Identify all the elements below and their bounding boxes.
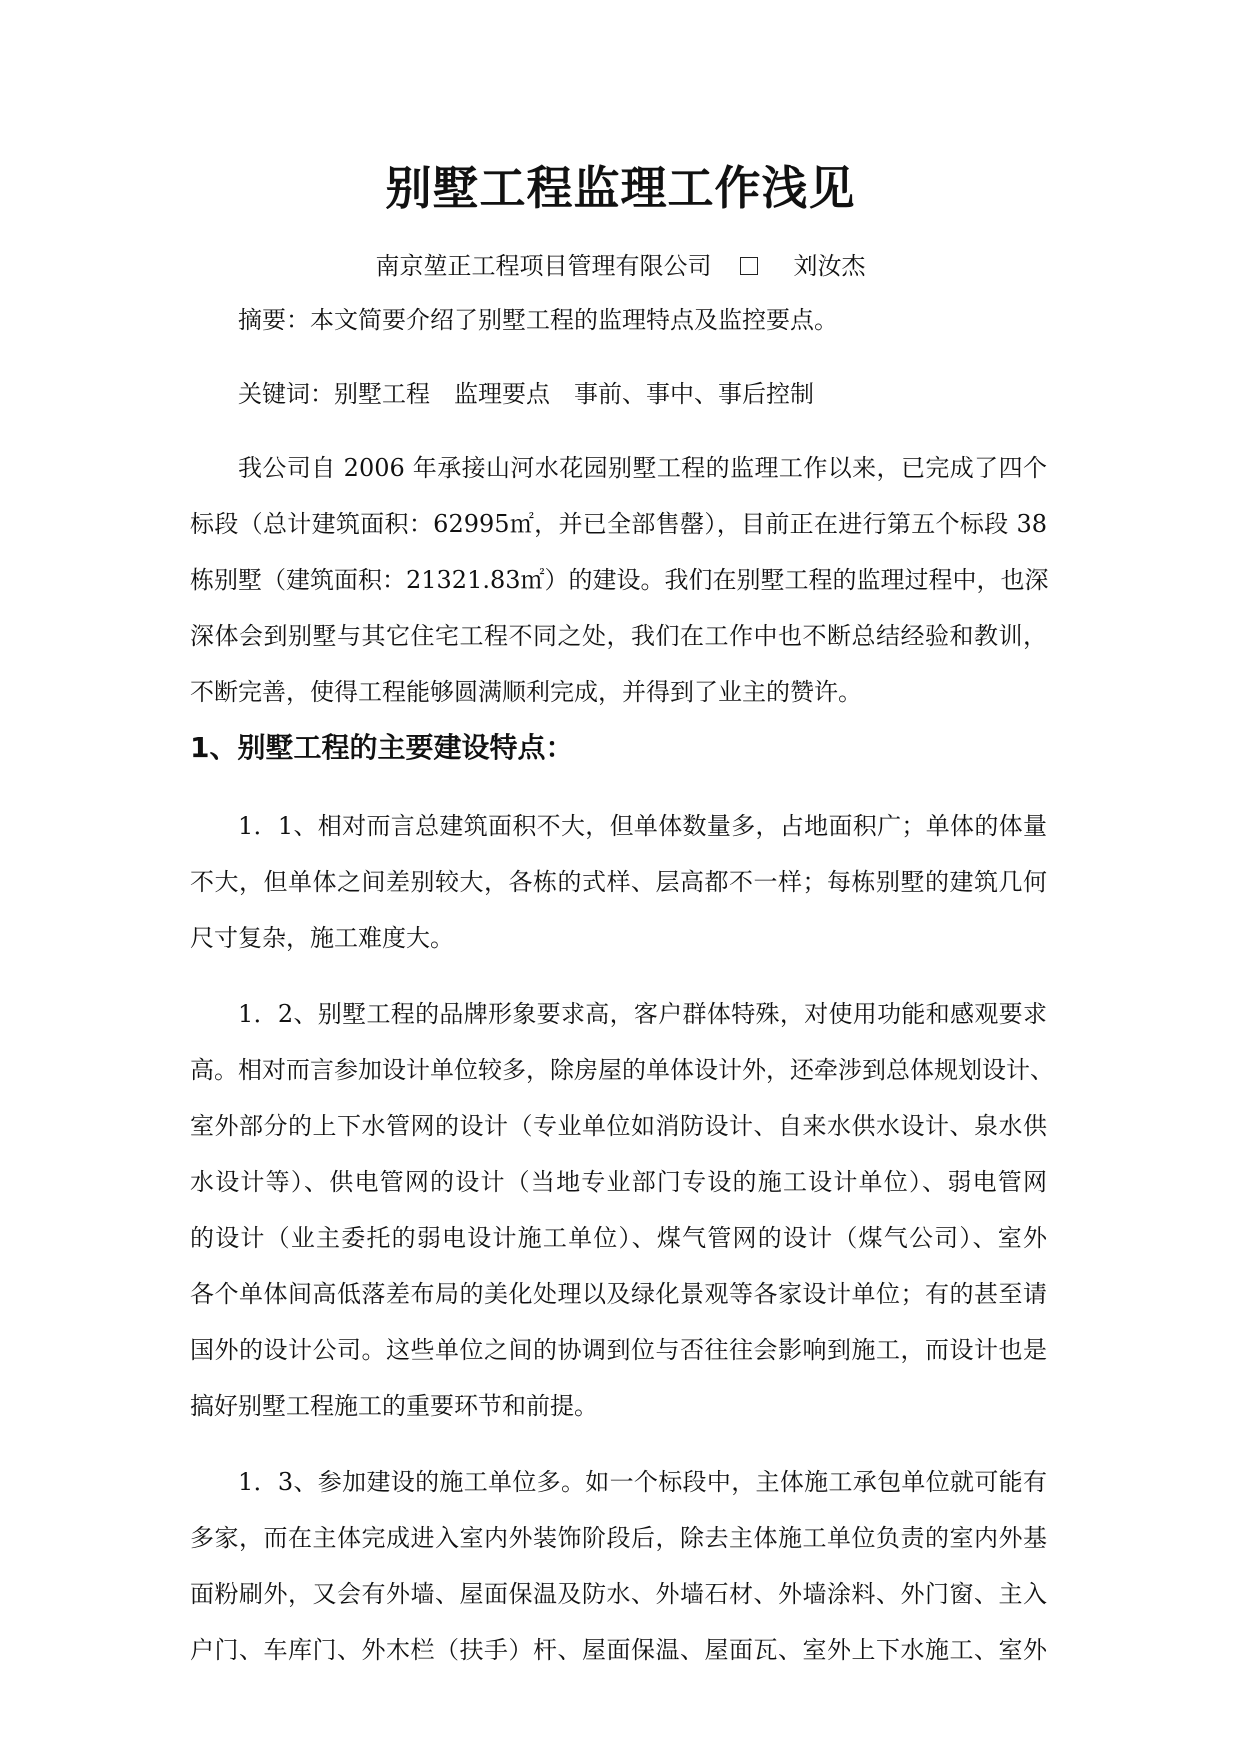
keywords: 关键词：别墅工程 监理要点 事前、事中、事后控制	[238, 380, 814, 408]
paragraph-1-2-line: 国外的设计公司。这些单位之间的协调到位与否往往会影响到施工，而设计也是	[190, 1336, 1047, 1364]
paragraph-1-3-line: 多家，而在主体完成进入室内外装饰阶段后，除去主体施工单位负责的室内外基	[190, 1524, 1047, 1552]
paragraph-1-2-line: 各个单体间高低落差布局的美化处理以及绿化景观等各家设计单位；有的甚至请	[190, 1280, 1047, 1308]
paragraph-1-2-line: 1．2、别墅工程的品牌形象要求高，客户群体特殊，对使用功能和感观要求	[238, 1000, 1047, 1028]
intro-line: 栋别墅（建筑面积：21321.83㎡）的建设。我们在别墅工程的监理过程中，也深	[190, 566, 1049, 594]
document-title: 别墅工程监理工作浅见	[385, 161, 856, 215]
paragraph-1-2-line: 水设计等）、供电管网的设计（当地专业部门专设的施工设计单位）、弱电管网	[190, 1168, 1047, 1196]
paragraph-1-1-line: 1．1、相对而言总建筑面积不大，但单体数量多，占地面积广；单体的体量	[238, 812, 1047, 840]
paragraph-1-1-line: 尺寸复杂，施工难度大。	[190, 924, 454, 952]
author-name: 刘汝杰	[793, 252, 866, 280]
paragraph-1-3-line: 1．3、参加建设的施工单位多。如一个标段中，主体施工承包单位就可能有	[238, 1468, 1047, 1496]
paragraph-1-2-line: 高。相对而言参加设计单位较多，除房屋的单体设计外，还牵涉到总体规划设计、	[190, 1056, 1054, 1084]
paragraph-1-2-line: 的设计（业主委托的弱电设计施工单位）、煤气管网的设计（煤气公司）、室外	[190, 1224, 1047, 1252]
intro-line: 我公司自 2006 年承接山河水花园别墅工程的监理工作以来，已完成了四个	[238, 454, 1047, 482]
company-name: 南京堃正工程项目管理有限公司	[375, 252, 712, 280]
paragraph-1-3-line: 户门、车库门、外木栏（扶手）杆、屋面保温、屋面瓦、室外上下水施工、室外	[190, 1636, 1047, 1664]
abstract: 摘要：本文简要介绍了别墅工程的监理特点及监控要点。	[238, 306, 838, 334]
paragraph-1-2-line: 室外部分的上下水管网的设计（专业单位如消防设计、自来水供水设计、泉水供	[190, 1112, 1047, 1140]
paragraph-1-1-line: 不大，但单体之间差别较大，各栋的式样、层高都不一样；每栋别墅的建筑几何	[190, 868, 1047, 896]
intro-line: 深体会到别墅与其它住宅工程不同之处，我们在工作中也不断总结经验和教训，	[190, 622, 1047, 650]
paragraph-1-3-line: 面粉刷外，又会有外墙、屋面保温及防水、外墙石材、外墙涂料、外门窗、主入	[190, 1580, 1047, 1608]
separator-box-icon	[740, 257, 758, 275]
paragraph-1-2-line: 搞好别墅工程施工的重要环节和前提。	[190, 1392, 598, 1420]
intro-line: 不断完善，使得工程能够圆满顺利完成，并得到了业主的赞许。	[190, 678, 862, 706]
intro-line: 标段（总计建筑面积：62995㎡，并已全部售罄），目前正在进行第五个标段 38	[190, 510, 1047, 538]
section-heading: 1、别墅工程的主要建设特点：	[190, 731, 574, 764]
byline	[0, 246, 1241, 281]
